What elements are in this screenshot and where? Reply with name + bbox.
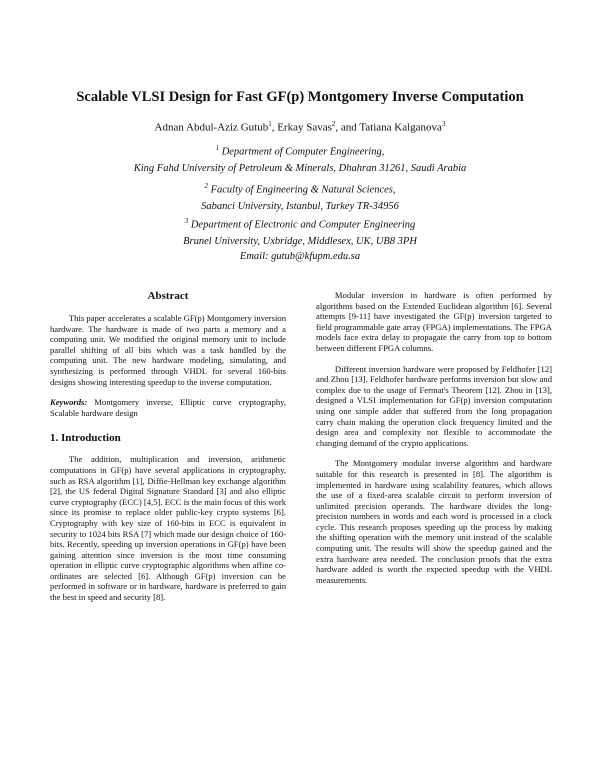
body-paragraph: Modular inversion in hardware is often performed by algorithms based on the Extended Euclidean algorithm [6]. Several attempts [9-11] have investigated the GF(p) inversion targeted to field programmable gate array (FPGA) implementations. The FPGA models face extra delay to propagate the carry from top to bottom between different FPGA columns. — [316, 290, 552, 353]
keywords-label: Keywords: — [50, 397, 88, 408]
keywords — [50, 397, 286, 418]
author-list — [0, 120, 600, 134]
keywords-text: Montgomery inverse, Elliptic curve cryptography, Scalable hardware design — [50, 397, 286, 418]
author-name: Adnan Abdul-Aziz Gutub — [154, 121, 269, 134]
affiliation-line: Sabanci University, Istanbul, Turkey TR-34956 — [201, 201, 399, 212]
abstract-heading: Abstract — [147, 290, 189, 302]
author-mark: 3 — [441, 120, 446, 128]
author-mark: 2 — [331, 120, 336, 128]
affiliation-mark: 2 — [204, 182, 208, 190]
intro-paragraph: The addition, multiplication and inversion, arithmetic computations in GF(p) have several applications in cryptography, such as RSA algorithm [1], Diffie-Hellman key exchange algorithm [2], the US federal Digital Signature Standard [3] and also elliptic curve cryptography (ECC) [4,5]. ECC is the main focus of this work since its promise to replace older public-key crypto systems [6]. Cryptography with key size of 160-bits in ECC is equivalent in security to 1024 bits RSA [7] which made our design choice of 160-bits. Recently, speeding up inversion operations in GF(p) have been gaining attention since inversion is the most time consuming operation in elliptic curve cryptographic algorithms when affine co-ordinates are selected [6]. Although GF(p) inversion can be performed in software or in hardware, hardware is preferred to gain the best in speed and security [8]. — [50, 454, 286, 603]
affiliation — [0, 140, 600, 178]
paper-title: Scalable VLSI Design for Fast GF(p) Montgomery Inverse Computation — [76, 89, 524, 105]
affiliation-mark: 3 — [184, 217, 189, 225]
affiliation — [0, 178, 600, 216]
affiliation-line: Faculty of Engineering & Natural Sciences, — [210, 184, 396, 196]
author-mark: 1 — [268, 120, 272, 128]
body-paragraph: The Montgomery modular inverse algorithm and hardware suitable for this research is presented in [8]. The algorithm is implemented in hardware using scalability features, which allows the use of a fixed-area scalable circuit to perform inversion of unlimited precision operands. The hardware divides the long-precision numbers in words and each word is processed in a clock cycle. This research proposes speeding up the process by making the shifting operation with the memory unit instead of the scalable computing unit. The results will show the speedup gained and the extra hardware area needed. The conclusion proofs that the extra hardware added is worth the expected speedup with the VHDL measurements. — [316, 458, 552, 585]
body-paragraph: Different inversion hardware were proposed by Feldhofer [12] and Zhou [13]. Feldhofer hardware performs inversion but slow and complex due to the usage of Fermat's Theorem [12]. Zhou in [13], designed a VLSI implementation for GF(p) inversion computation using one simple adder that suffered from the long propagation carry chain making the operation clock frequency limited and the design area and complexity not flexible to accommodate the changing demand of the crypto applications. — [316, 363, 552, 448]
abstract-text: This paper accelerates a scalable GF(p) Montgomery inversion hardware. The hardware is made of two parts a memory and a computing unit. We modified the original memory unit to include parallel shifting of all bits which was a task handled by the computing unit. The new hardware modeling, simulating, and synthesizing is performed through VHDL for several 160-bits designs showing interesting speedup to the inverse computation. — [50, 313, 286, 387]
author-name: Tatiana Kalganova — [359, 121, 442, 134]
affiliation-line: Department of Electronic and Computer Engineering — [190, 219, 416, 231]
right-column — [316, 290, 552, 595]
affiliation — [0, 213, 600, 251]
left-column — [50, 290, 286, 603]
affiliation-line: King Fahd University of Petroleum & Minerals, Dhahran 31261, Saudi Arabia — [133, 163, 467, 174]
author-name: Erkay Savas — [277, 121, 332, 134]
author-separator: , and — [335, 121, 360, 134]
contact-email: Email: gutub@kfupm.edu.sa — [239, 251, 361, 262]
affiliation-line: Brunel University, Uxbridge, Middlesex, UK, UB8 3PH — [183, 236, 417, 247]
affiliation-line: Department of Computer Engineering, — [221, 146, 385, 158]
affiliation-mark: 1 — [215, 144, 220, 152]
author-separator: , — [271, 121, 278, 134]
section-heading: 1. Introduction — [50, 432, 121, 445]
